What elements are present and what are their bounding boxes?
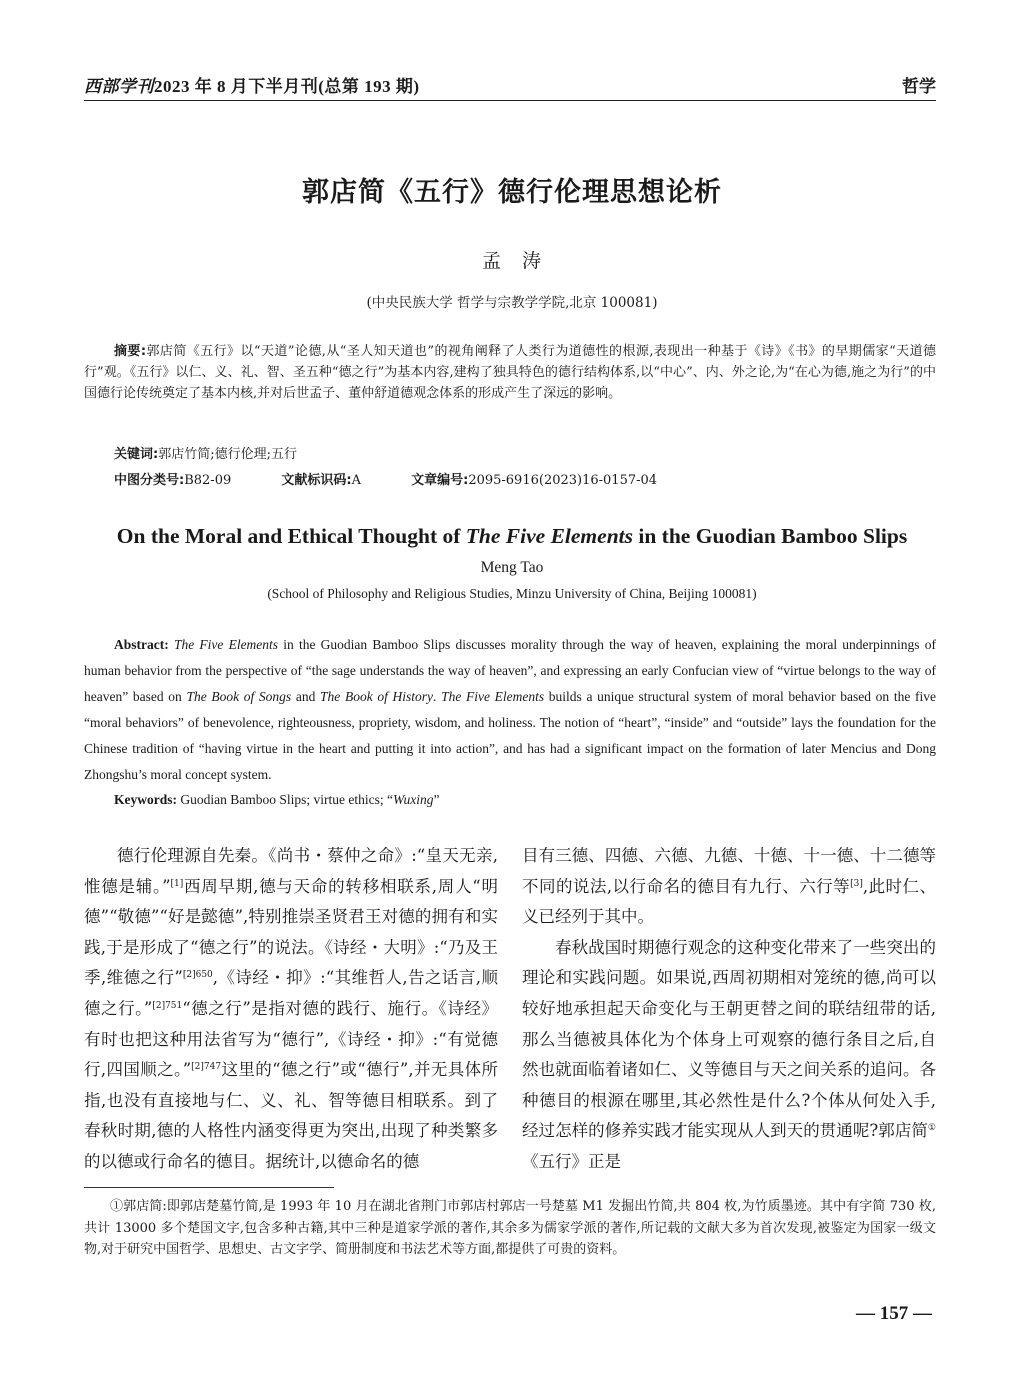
article-title-cn: 郭店简《五行》德行伦理思想论析 bbox=[302, 177, 722, 208]
footnote: ①郭店简:即郭店楚墓竹简,是 1993 年 10 月在湖北省荆门市郭店村郭店一号楚墓 M1 发掘出竹简,共 804 枚,为竹质墨迹。其中有字简 730 枚,共计 13000 多个楚国文字,包含多种古籍,其中三种是道家学派的著作,其余多为儒家学派的著作,所记载的文献大多为首次发现,被鉴定为国家一级文物,对于研究中国哲学、思想史、古文字学、简册制度和书法艺术等方面,都提供了可贵的资料。 bbox=[84, 1199, 936, 1257]
body-text: “德之行”是指对德的践行、施行。《诗经》有时也把这种用法省写为“德行”,《诗经・抑》:“有觉德行,四国顺之。” bbox=[84, 998, 499, 1080]
abstract-en-italic: The Five Elements bbox=[441, 689, 545, 704]
body-paragraph bbox=[522, 933, 936, 1178]
body-text: ,此时仁、义已经列于其中。 bbox=[522, 876, 936, 927]
classification-line bbox=[114, 469, 703, 488]
keywords-en bbox=[84, 787, 936, 813]
keywords-cn bbox=[84, 444, 936, 465]
body-paragraph bbox=[522, 841, 936, 933]
article-no-value: 2095-6916(2023)16-0157-04 bbox=[468, 473, 658, 488]
citation: [3] bbox=[850, 878, 863, 889]
journal-issue-info bbox=[84, 72, 420, 97]
citation: [1] bbox=[170, 878, 184, 889]
footnote-rule bbox=[84, 1187, 334, 1188]
body-text: 这里的“德之行”或“德行”,并无具体所指,也没有直接地与仁、义、礼、智等德目相联系。到了春秋时期,德的人格性内涵变得更为突出,出现了种类繁多的以德或行命名的德目。据统计,以德命名的德 bbox=[84, 1060, 498, 1171]
keywords-en-text: Guodian Bamboo Slips; virtue ethics; “ bbox=[177, 792, 393, 807]
header-rule bbox=[84, 100, 936, 101]
issue-label: 2023 年 8 月下半月刊(总第 193 期) bbox=[154, 77, 420, 96]
affiliation-en: (School of Philosophy and Religious Studies, Minzu University of China, Beijing 100081) bbox=[267, 586, 757, 601]
citation: [2]747 bbox=[191, 1062, 222, 1073]
doc-code-value: A bbox=[351, 473, 361, 488]
abstract-en-text: builds a unique structural system of moral behavior based on the five “moral behaviors” of benevolence, righteousness, propriety, wisdom, and holiness. The notion of “heart”, “inside” and “outside” lays the foundation for the Chinese tradition of “having virtue in the heart and putting it into action”, and has had a significant impact on the formation of later Mencius and Dong Zhongshu’s moral concept system. bbox=[84, 689, 936, 782]
doc-code-item bbox=[281, 473, 361, 488]
abstract-en-text: in the Guodian Bamboo Slips discusses morality through the way of heaven, explaining the moral underpinnings of human behavior from the perspective of “the sage understands the way of heaven”, and expressing an early Confucian view of “virtue belongs to the way of heaven” based on bbox=[84, 637, 936, 704]
body-text: 春秋战国时期德行观念的这种变化带来了一些突出的理论和实践问题。如果说,西周初期相对笼统的德,尚可以较好地承担起天命变化与王朝更替之间的联结纽带的话,那么当德被具体化为个体身上可观察的德行条目之后,自然也就面临着诸如仁、义等德目与天之间关系的追问。各种德目的根源在哪里,其必然性是什么?个体从何处入手,经过怎样的修养实践才能实现从人到天的贯通呢?郭店简 bbox=[522, 937, 936, 1141]
keywords-label-en: Keywords: bbox=[114, 792, 177, 807]
citation: [2]650 bbox=[182, 970, 213, 981]
keywords-en-text: ” bbox=[433, 792, 440, 807]
section-label: 哲学 bbox=[902, 77, 936, 97]
keywords-en-italic: Wuxing bbox=[392, 792, 434, 807]
abstract-en-text: . bbox=[433, 689, 442, 704]
citation: [2]751 bbox=[152, 1000, 183, 1011]
body-text: 《五行》正是 bbox=[522, 1151, 621, 1171]
abstract-cn bbox=[84, 341, 936, 404]
article-no-item bbox=[411, 473, 657, 488]
abstract-label-en: Abstract: bbox=[114, 637, 169, 652]
author-name-en: Meng Tao bbox=[480, 559, 544, 576]
abstract-label-cn: 摘要: bbox=[114, 344, 147, 359]
journal-logo: 西部学刊 bbox=[84, 77, 154, 97]
keywords-label-cn: 关键词: bbox=[114, 447, 159, 462]
title-en-italic: The Five Elements bbox=[465, 524, 633, 548]
article-no-label: 文章编号: bbox=[411, 473, 469, 488]
keywords-text-cn: 郭店竹简;德行伦理;五行 bbox=[158, 447, 297, 462]
body-text: 德行伦理源自先秦。《尚书・蔡仲之命》:“皇天无亲,惟德是辅。” bbox=[84, 846, 498, 896]
body-paragraph bbox=[84, 841, 498, 1178]
body-text: 西周早期,德与天命的转移相联系,周人“明德”“敬德”“好是懿德”,特别推崇圣贤君王对德的拥有和实践,于是形成了“德之行”的说法。《诗经・大明》:“乃及王季,维德之行” bbox=[84, 876, 498, 988]
affiliation-cn: (中央民族大学 哲学与宗教学学院,北京 100081) bbox=[366, 295, 658, 311]
abstract-en-text: and bbox=[291, 689, 321, 704]
clc-item bbox=[114, 473, 231, 488]
title-en-part: in the Guodian Bamboo Slips bbox=[633, 524, 908, 548]
clc-label: 中图分类号: bbox=[114, 473, 185, 488]
abstract-en-italic: The Five Elements bbox=[173, 637, 279, 652]
abstract-en-italic: The Book of History bbox=[320, 689, 434, 704]
abstract-en-italic: The Book of Songs bbox=[186, 689, 292, 704]
running-header bbox=[84, 72, 936, 98]
body-column-left bbox=[84, 841, 498, 1178]
body-text: ,《诗经・抑》:“其维哲人,告之话言,顺德之行。” bbox=[84, 968, 498, 1018]
title-en-part: On the Moral and Ethical Thought of bbox=[116, 524, 466, 548]
abstract-text-cn: 郭店简《五行》以“天道”论德,从“圣人知天道也”的视角阐释了人类行为道德性的根源,表现出一种基于《诗》《书》的早期儒家“天道德行”观。《五行》以仁、义、礼、智、圣五种“德之行”为基本内容,建构了独具特色的德行结构体系,以“中心”、内、外之论,为“在心为德,施之为行”的中国德行论传统奠定了基本内核,并对后世孟子、董仲舒道德观念体系的形成产生了深远的影响。 bbox=[84, 344, 936, 401]
body-text: 目有三德、四德、六德、九德、十德、十一德、十二德等不同的说法,以行命名的德目有九行、六行等 bbox=[522, 846, 936, 896]
article-title-en bbox=[0, 524, 1024, 549]
author-name-cn: 孟 涛 bbox=[481, 250, 542, 272]
body-column-right bbox=[522, 841, 936, 1178]
doc-code-label: 文献标识码: bbox=[281, 473, 352, 488]
clc-value: B82-09 bbox=[184, 473, 232, 488]
page-number: — 157 — bbox=[856, 1303, 932, 1324]
abstract-en bbox=[84, 632, 936, 788]
footnote-marker: ① bbox=[927, 1123, 936, 1134]
